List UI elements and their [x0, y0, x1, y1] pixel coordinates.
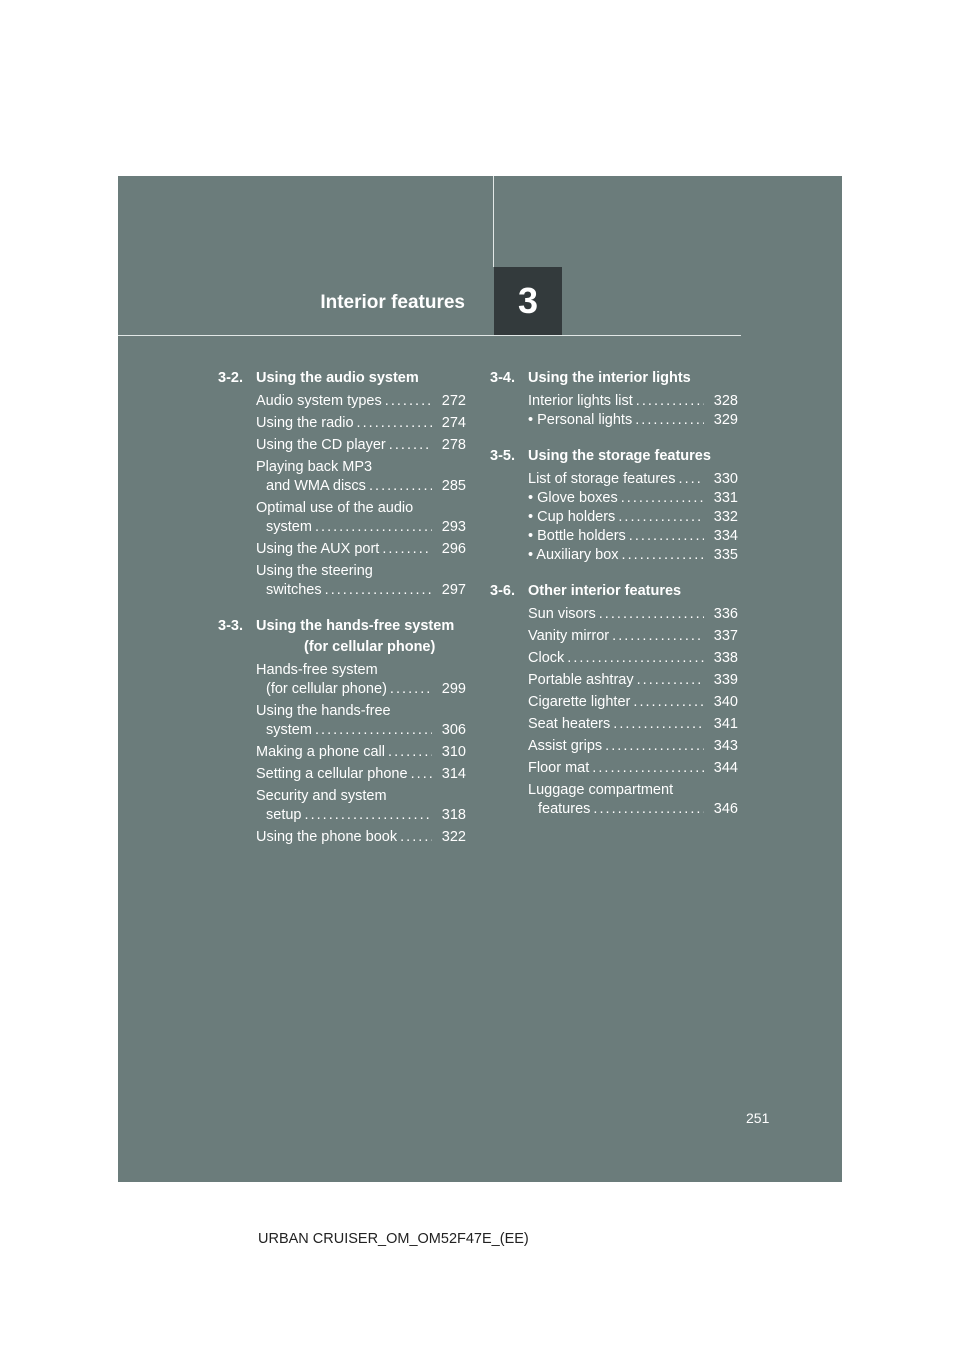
entry-label	[528, 737, 704, 756]
entry-label-line: Interior lights list . . .	[528, 392, 704, 411]
entry-label	[528, 671, 704, 690]
section-title-line: Using the audio system	[256, 370, 419, 386]
entry-label	[256, 765, 432, 784]
entry-label	[256, 787, 432, 825]
entry-page-number: 344	[713, 760, 738, 776]
entry-label-line: features . . .	[528, 800, 704, 819]
entry-page-number: 297	[441, 582, 466, 598]
entry-page-number: 334	[713, 528, 738, 544]
entry-page-number: 296	[441, 541, 466, 557]
entry-label-line: Assist grips . . .	[528, 737, 704, 756]
entry-page-number: 332	[713, 509, 738, 525]
entry-page-number: 272	[441, 393, 466, 409]
entry-label-line: Floor mat . . .	[528, 759, 704, 778]
entry-label-line: Luggage compartment	[528, 782, 674, 798]
entry-label	[528, 649, 704, 668]
toc-section	[218, 368, 466, 600]
toc-entry[interactable]	[218, 828, 466, 847]
entry-label-line: Clock . . .	[528, 649, 704, 668]
entry-label	[256, 661, 432, 699]
toc-section	[218, 616, 466, 847]
entry-label-line: switches . . .	[256, 581, 432, 600]
section-heading[interactable]	[490, 581, 738, 602]
section-title-line: Other interior features	[528, 583, 682, 599]
toc-entry[interactable]	[218, 414, 466, 433]
entry-page-number: 328	[713, 393, 738, 409]
entry-page-number: 343	[713, 738, 738, 754]
section-number: 3-3.	[218, 618, 243, 634]
entry-page-number: 310	[441, 744, 466, 760]
entry-label	[256, 743, 432, 762]
entry-label	[528, 527, 704, 546]
section-title	[528, 368, 738, 389]
entry-label-line: Audio system types . . .	[256, 392, 432, 411]
chapter-number-tab	[494, 267, 562, 335]
entry-label	[528, 508, 704, 527]
entry-label-line: Hands-free system	[256, 662, 378, 678]
toc-section	[490, 368, 738, 430]
entry-label	[528, 605, 704, 624]
entry-label	[256, 540, 432, 559]
toc-entry[interactable]	[218, 392, 466, 411]
toc-entry[interactable]	[218, 702, 466, 740]
entry-label	[256, 499, 432, 537]
entry-label-line: • Cup holders . . .	[528, 508, 704, 527]
entry-label	[528, 489, 704, 508]
entry-label-line: Making a phone call . . .	[256, 743, 432, 762]
chapter-number: 3	[517, 280, 539, 321]
toc-entry[interactable]	[218, 562, 466, 600]
section-number: 3-5.	[490, 448, 515, 464]
entry-label	[528, 470, 704, 489]
toc-entry[interactable]	[218, 765, 466, 784]
entry-label	[256, 392, 432, 411]
section-heading[interactable]	[490, 368, 738, 389]
entry-label-line: • Personal lights . . .	[528, 411, 704, 430]
entry-page-number: 340	[713, 694, 738, 710]
entry-label	[528, 546, 704, 565]
entry-label	[528, 715, 704, 734]
entry-label-line: Sun visors . . .	[528, 605, 704, 624]
toc-entry[interactable]	[490, 489, 738, 508]
section-title-line: (for cellular phone)	[304, 639, 436, 655]
toc-column-right	[490, 368, 738, 835]
entry-label-line: Portable ashtray . . .	[528, 671, 704, 690]
entry-page-number: 299	[441, 681, 466, 697]
toc-entry[interactable]	[490, 392, 738, 411]
toc-entry[interactable]	[490, 737, 738, 756]
toc-column-left	[218, 368, 466, 863]
entry-label	[528, 781, 704, 819]
entry-label	[256, 828, 432, 847]
toc-entry[interactable]	[218, 661, 466, 699]
header-divider-horizontal	[118, 335, 741, 336]
entry-label-line: system . . .	[256, 721, 432, 740]
entry-label-line: Using the radio . . .	[256, 414, 432, 433]
toc-section	[490, 581, 738, 819]
entry-label-line: Using the phone book . . .	[256, 828, 432, 847]
entry-page-number: 329	[713, 412, 738, 428]
entry-label-line: • Bottle holders . . .	[528, 527, 704, 546]
entry-page-number: 322	[441, 829, 466, 845]
toc-entry[interactable]	[490, 715, 738, 734]
entry-label-line: List of storage features . . .	[528, 470, 704, 489]
entry-page-number: 339	[713, 672, 738, 688]
entry-label	[528, 627, 704, 646]
entry-label	[528, 392, 704, 411]
toc-section	[490, 446, 738, 565]
section-heading[interactable]	[218, 368, 466, 389]
section-number: 3-6.	[490, 583, 515, 599]
toc-entry[interactable]	[490, 627, 738, 646]
entry-label-line: Seat heaters . . .	[528, 715, 704, 734]
toc-entry[interactable]	[490, 605, 738, 624]
entry-page-number: 306	[441, 722, 466, 738]
entry-label-line: Vanity mirror . . .	[528, 627, 704, 646]
toc-entry[interactable]	[490, 470, 738, 489]
entry-page-number: 318	[441, 807, 466, 823]
toc-entry[interactable]	[490, 693, 738, 712]
entry-page-number: 314	[441, 766, 466, 782]
section-title	[528, 446, 738, 467]
section-number: 3-2.	[218, 370, 243, 386]
toc-entry[interactable]	[490, 671, 738, 690]
entry-page-number: 335	[713, 547, 738, 563]
section-title-line: Using the hands-free system	[256, 618, 455, 634]
entry-label-line: Playing back MP3	[256, 459, 373, 475]
entry-label	[528, 411, 704, 430]
entry-page-number: 293	[441, 519, 466, 535]
toc-entry[interactable]	[490, 649, 738, 668]
entry-label-line: Setting a cellular phone . . .	[256, 765, 432, 784]
entry-label-line: Using the hands-free	[256, 703, 391, 719]
toc-entry[interactable]	[218, 499, 466, 537]
entry-label-line: Using the CD player . . .	[256, 436, 432, 455]
entry-page-number: 336	[713, 606, 738, 622]
section-number: 3-4.	[490, 370, 515, 386]
toc-entry[interactable]	[490, 759, 738, 778]
entry-page-number: 330	[713, 471, 738, 487]
toc-entry[interactable]	[218, 743, 466, 762]
toc-entry[interactable]	[490, 546, 738, 565]
entry-label-line: (for cellular phone) . . .	[256, 680, 432, 699]
entry-label-line: and WMA discs . . .	[256, 477, 432, 496]
header-divider-vertical	[493, 176, 494, 267]
toc-entry[interactable]	[490, 411, 738, 430]
entry-label	[256, 702, 432, 740]
document-code: URBAN CRUISER_OM_OM52F47E_(EE)	[258, 1231, 529, 1247]
chapter-title: Interior features	[320, 292, 465, 313]
toc-entry[interactable]	[218, 540, 466, 559]
entry-page-number: 274	[441, 415, 466, 431]
entry-page-number: 337	[713, 628, 738, 644]
entry-page-number: 338	[713, 650, 738, 666]
section-heading[interactable]	[490, 446, 738, 467]
entry-label-line: • Glove boxes . . .	[528, 489, 704, 508]
toc-entry[interactable]	[490, 527, 738, 546]
entry-label	[256, 458, 432, 496]
entry-label-line: Using the steering	[256, 563, 373, 579]
entry-page-number: 341	[713, 716, 738, 732]
toc-entry[interactable]	[218, 436, 466, 455]
toc-entry[interactable]	[218, 787, 466, 825]
entry-label-line: Optimal use of the audio	[256, 500, 414, 516]
entry-page-number: 331	[713, 490, 738, 506]
entry-page-number: 278	[441, 437, 466, 453]
section-title-line: Using the storage features	[528, 448, 711, 464]
entry-label	[528, 759, 704, 778]
section-title	[528, 581, 738, 602]
entry-label-line: • Auxiliary box . . .	[528, 546, 704, 565]
toc-entry[interactable]	[490, 508, 738, 527]
entry-label	[256, 414, 432, 433]
entry-label	[256, 436, 432, 455]
section-title	[256, 368, 466, 389]
entry-page-number: 346	[713, 801, 738, 817]
entry-label-line: setup . . .	[256, 806, 432, 825]
section-heading[interactable]	[218, 616, 466, 658]
entry-label-line: system . . .	[256, 518, 432, 537]
entry-label	[528, 693, 704, 712]
toc-entry[interactable]	[218, 458, 466, 496]
toc-entry[interactable]	[490, 781, 738, 819]
entry-page-number: 285	[441, 478, 466, 494]
entry-label-line: Security and system	[256, 788, 387, 804]
entry-label-line: Using the AUX port . . .	[256, 540, 432, 559]
section-title-line: Using the interior lights	[528, 370, 691, 386]
page-number: 251	[746, 1110, 770, 1126]
section-title	[256, 616, 466, 658]
entry-label-line: Cigarette lighter . . .	[528, 693, 704, 712]
entry-label	[256, 562, 432, 600]
